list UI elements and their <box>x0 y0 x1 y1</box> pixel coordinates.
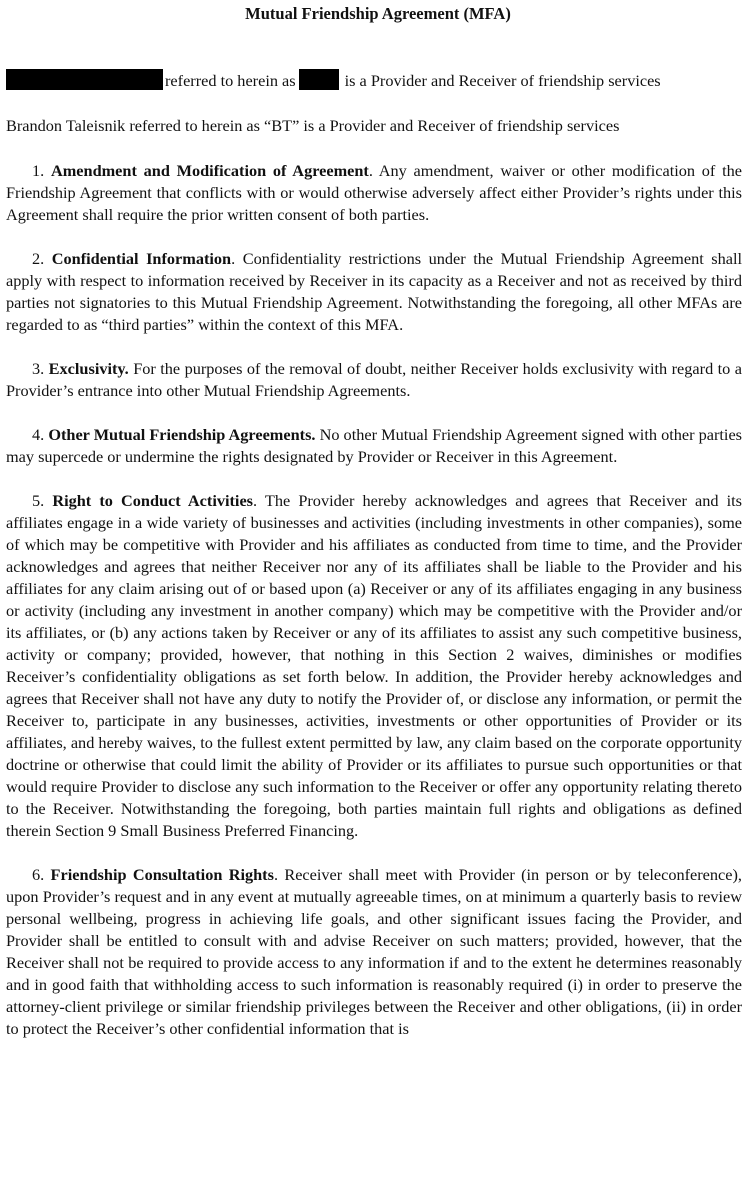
redacted-name-box <box>6 69 163 90</box>
party-line-2: Brandon Taleisnik referred to herein as “BT” is a Provider and Receiver of friendship services <box>6 116 620 135</box>
section-number: 3. <box>32 359 45 378</box>
section-heading-punct: . <box>231 249 236 268</box>
section-body: Any amendment, waiver or other modification of the Friendship Agreement that conflicts with or would otherwise adversely affect either Provider’s rights under this Agreement shall require the prior written consent of both parties. <box>6 161 742 224</box>
party-1-role: is a Provider and Receiver of friendship services <box>344 71 661 90</box>
section-body: The Provider hereby acknowledges and agrees that Receiver and its affiliates engage in a wide variety of businesses and activities (including investments in other companies), some of which may be competitive with Provider and his affiliates as conducted from time to time, and the Provider acknowledges and agrees that neither Receiver nor any of its affiliates shall be liable to the Provider and his affiliates for any claim arising out of or based upon (a) Receiver or any of its affiliates engaging in any business or activity (including any investment in another company) which may be competitive with the Provider and/or its affiliates, or (b) any actions taken by Receiver or any of its affiliates to assist any such competitive business, activity or company; provided, however, that nothing in this Section 2 waives, diminishes or modifies Receiver’s confidentiality obligations as set forth below. In addition, the Provider hereby acknowledges and agrees that Receiver shall not have any duty to notify the Provider of, or disclose any information, or permit the Receiver to, participate in any businesses, activities, investments or other opportunities of Provider or its affiliates, and hereby waives, to the fullest extent permitted by law, any claim based on the corporate opportunity doctrine or otherwise that could limit the ability of Provider or its affiliates to pursue such opportunities or that would require Provider to disclose any such information to the Receiver or offer any opportunity relating thereto to the Receiver. Notwithstanding the foregoing, both parties maintain full rights and obligations as defined therein Section 9 Small Business Preferred Financing. <box>6 491 742 840</box>
section-number: 2. <box>32 249 45 268</box>
section-3 <box>6 358 742 402</box>
section-4 <box>6 424 742 468</box>
section-heading-punct: . <box>368 161 373 180</box>
section-body: Confidentiality restrictions under the Mutual Friendship Agreement shall apply with respect to information received by Receiver in its capacity as a Receiver and not as received by third parties not signatories to this Mutual Friendship Agreement. Notwithstanding the foregoing, all other MFAs are regarded to as “third parties” within the context of this MFA. <box>6 249 742 334</box>
agreement-sections <box>6 160 742 1040</box>
party-line-1 <box>6 69 746 92</box>
section-body: No other Mutual Friendship Agreement signed with other parties may supercede or undermine the rights designated by Provider or Receiver in this Agreement. <box>6 425 743 466</box>
section-body: For the purposes of the removal of doubt, neither Receiver holds exclusivity with regard to a Provider’s entrance into other Mutual Friendship Agreements. <box>6 359 742 400</box>
section-heading: Confidential Information <box>51 249 232 268</box>
section-heading: Amendment and Modification of Agreement <box>50 161 369 180</box>
section-number: 1. <box>32 161 45 180</box>
section-heading: Right to Conduct Activities <box>52 491 254 510</box>
section-number: 6. <box>32 865 45 884</box>
document-title: Mutual Friendship Agreement (MFA) <box>245 4 511 23</box>
redacted-alias-box <box>299 69 339 90</box>
section-2 <box>6 248 742 336</box>
section-body: Receiver shall meet with Provider (in person or by teleconference), upon Provider’s request and in any event at mutually agreeable times, on at minimum a quarterly basis to review personal wellbeing, progress in achieving life goals, and other significant issues facing the Provider, and Provider shall be entitled to consult with and advise Receiver on such matters; provided, however, that the Receiver shall not be required to provide access to any information if and to the extent he determines reasonably and in good faith that withholding access to such information is reasonably required (i) in order to preserve the attorney-client privilege or similar friendship privileges between the Receiver and other obligations, (ii) in order to protect the Receiver’s other confidential information that is <box>6 865 742 1038</box>
section-6 <box>6 864 742 1040</box>
section-number: 4. <box>32 425 45 444</box>
section-heading-punct: . <box>253 491 258 510</box>
section-1 <box>6 160 742 226</box>
section-heading-punct: . <box>273 865 279 884</box>
section-heading: Exclusivity. <box>48 359 129 378</box>
section-heading: Other Mutual Friendship Agreements. <box>48 425 316 444</box>
party-1-text: referred to herein as <box>165 71 296 90</box>
section-heading: Friendship Consultation Rights <box>50 865 274 884</box>
section-number: 5. <box>32 491 45 510</box>
section-5 <box>6 490 742 842</box>
